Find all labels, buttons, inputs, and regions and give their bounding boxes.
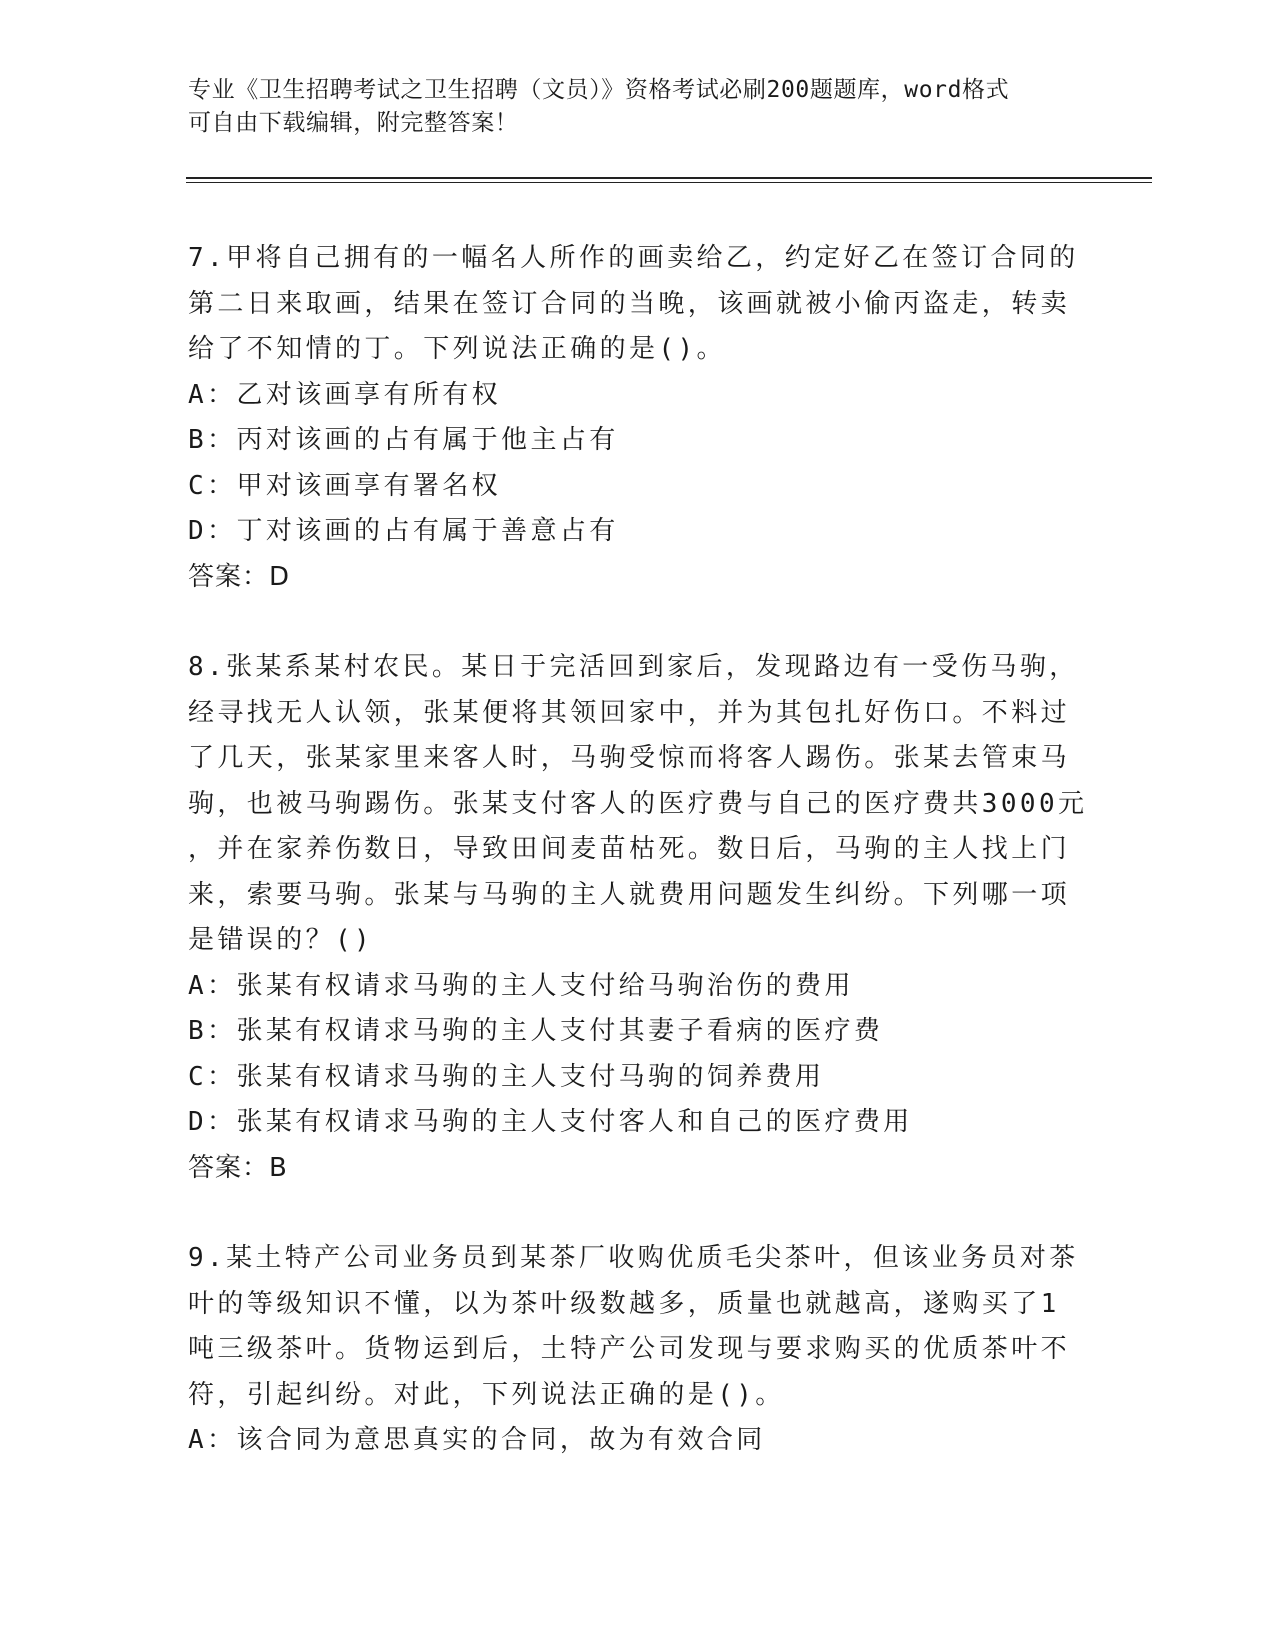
question-9: [188, 1236, 1088, 1464]
question-spacer: [188, 600, 1088, 645]
question-spacer: [188, 1191, 1088, 1236]
question-text-line: 吨三级茶叶。货物运到后，土特产公司发现与要求购买的优质茶叶不: [188, 1334, 1071, 1364]
question-7: [188, 236, 1088, 600]
answer-line: 答案：B: [188, 1152, 288, 1183]
question-text-line: 驹，也被马驹踢伤。张某支付客人的医疗费与自己的医疗费共3000元: [188, 788, 1088, 819]
answer-line: 答案：D: [188, 561, 291, 592]
question-text-line: 第二日来取画，结果在签订合同的当晚，该画就被小偷丙盗走，转卖: [188, 288, 1071, 319]
header-line: 可自由下载编辑，附完整答案！: [188, 110, 519, 136]
question-text-line: 9.某土特产公司业务员到某茶厂收购优质毛尖茶叶，但该业务员对茶: [188, 1243, 1079, 1273]
page-header: [188, 74, 1068, 140]
question-text-line: 7.甲将自己拥有的一幅名人所作的画卖给乙，约定好乙在签订合同的: [188, 243, 1079, 273]
question-text-line: 8.张某系某村农民。某日于完活回到家后，发现路边有一受伤马驹，: [188, 652, 1079, 682]
option-d: D：丁对该画的占有属于善意占有: [188, 516, 619, 546]
option-b: B：张某有权请求马驹的主人支付其妻子看病的医疗费: [188, 1016, 884, 1046]
option-c: C：甲对该画享有署名权: [188, 470, 502, 501]
option-a: A：该合同为意思真实的合同，故为有效合同: [188, 1425, 766, 1455]
option-c: C：张某有权请求马驹的主人支付马驹的饲养费用: [188, 1061, 825, 1092]
option-d: D：张某有权请求马驹的主人支付客人和自己的医疗费用: [188, 1107, 913, 1137]
question-text-line: 叶的等级知识不懂，以为茶叶级数越多，质量也就越高，遂购买了1: [188, 1288, 1060, 1319]
header-divider-thick: [186, 177, 1152, 179]
question-text-line: 了几天，张某家里来客人时，马驹受惊而将客人踢伤。张某去管束马: [188, 743, 1071, 773]
option-a: A：乙对该画享有所有权: [188, 379, 502, 410]
question-text-line: 来，索要马驹。张某与马驹的主人就费用问题发生纠纷。下列哪一项: [188, 879, 1071, 910]
header-divider-thin: [186, 182, 1152, 183]
question-text-line: 是错误的？(): [188, 925, 374, 955]
question-list: [188, 236, 1088, 1464]
question-text-line: 经寻找无人认领，张某便将其领回家中，并为其包扎好伤口。不料过: [188, 697, 1071, 728]
question-text-line: 符，引起纠纷。对此，下列说法正确的是()。: [188, 1379, 785, 1410]
question-text-line: ，并在家养伤数日，导致田间麦苗枯死。数日后，马驹的主人找上门: [188, 834, 1071, 864]
option-a: A：张某有权请求马驹的主人支付给马驹治伤的费用: [188, 970, 854, 1001]
question-text-line: 给了不知情的丁。下列说法正确的是()。: [188, 334, 726, 364]
question-8: [188, 645, 1088, 1191]
option-b: B：丙对该画的占有属于他主占有: [188, 425, 619, 455]
header-line: 专业《卫生招聘考试之卫生招聘（文员）》资格考试必刷200题题库，word格式: [188, 77, 1010, 103]
